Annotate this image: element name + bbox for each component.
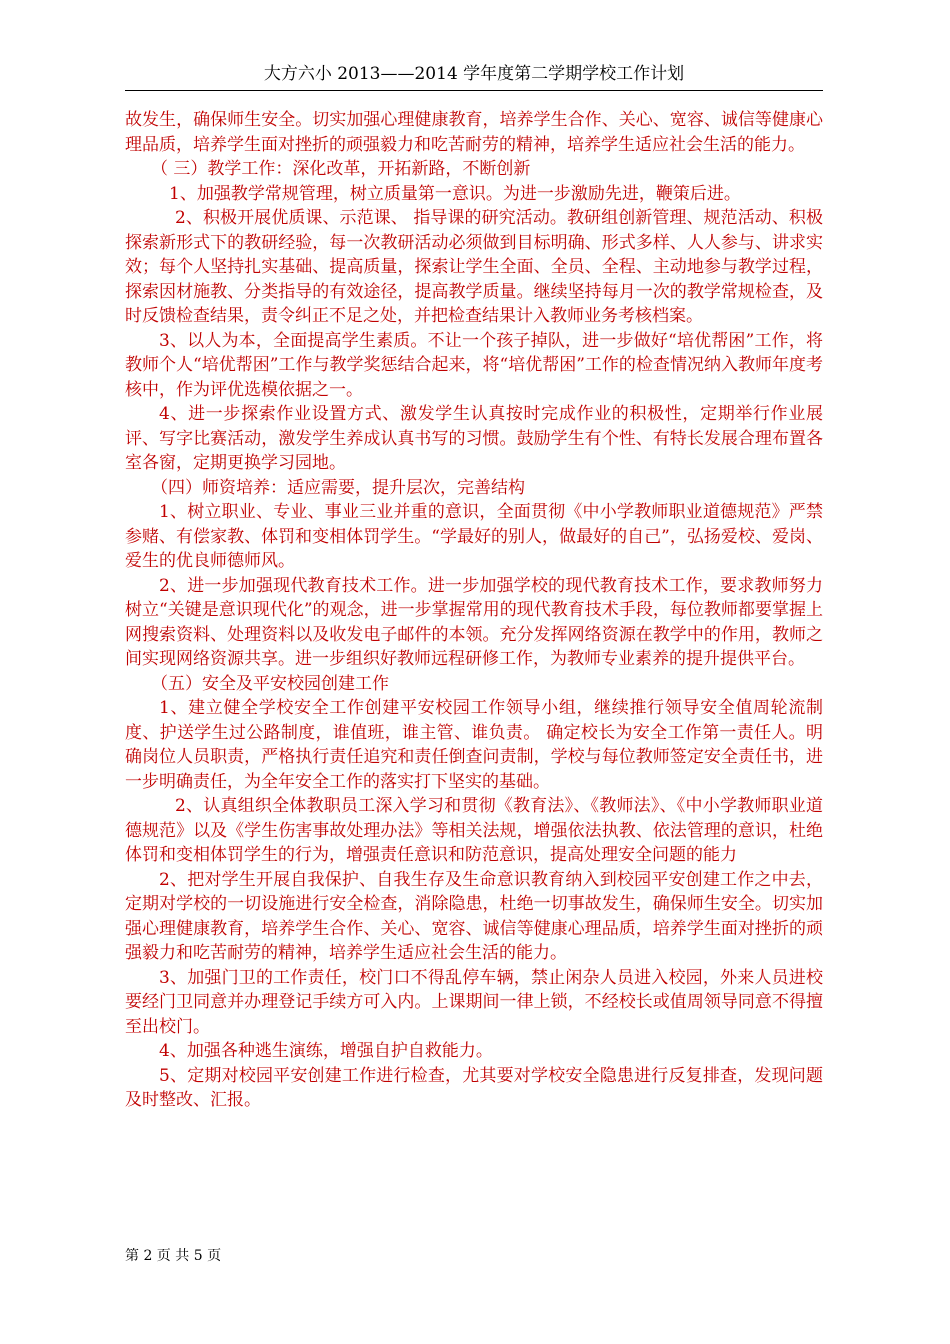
paragraph-teaching-1: 1、加强教学常规管理，树立质量第一意识。为进一步激励先进，鞭策后进。 (169, 183, 741, 204)
page-header-title: 大方六小 2013——2014 学年度第二学期学校工作计划 (263, 64, 685, 84)
paragraph-safety-2b: 2、把对学生开展自我保护、自我生存及生命意识教育纳入到校园平安创建工作之中去，定期对学校的一切设施进行安全检查，消除隐患，杜绝一切事故发生，确保师生安全。切实加强心理健康教育，培养学生合作、关心、宽容、诚信等健康心理品质，培养学生面对挫折的顽强毅力和吃苦耐劳的精神，培养学生适应社会生活的能力。 (125, 869, 823, 963)
section-heading-safety: （五）安全及平安校园创建工作 (151, 673, 389, 694)
section-heading-teaching: （ 三）教学工作：深化改革，开拓新路，不断创新 (151, 159, 531, 179)
section-heading-teacher-training: （四）师资培养：适应需要，提升层次，完善结构 (151, 477, 525, 498)
page-number-footer: 第 2 页 共 5 页 (125, 1248, 222, 1264)
paragraph-continuation: 故发生，确保师生安全。切实加强心理健康教育，培养学生合作、关心、宽容、诚信等健康心理品质，培养学生面对挫折的顽强毅力和吃苦耐劳的精神，培养学生适应社会生活的能力。 (125, 110, 823, 155)
header-divider (125, 90, 823, 91)
paragraph-training-2: 2、进一步加强现代教育技术工作。进一步加强学校的现代教育技术工作，要求教师努力树立“关键是意识现代化”的观念，进一步掌握常用的现代教育技术手段，每位教师都要掌握上网搜索资料、处理资料以及收发电子邮件的本领。充分发挥网络资源在教学中的作用，教师之间实现网络资源共享。进一步组织好教师远程研修工作，为教师专业素养的提升提供平台。 (125, 575, 823, 669)
paragraph-safety-4: 4、加强各种逃生演练，增强自护自救能力。 (159, 1041, 493, 1061)
paragraph-safety-5: 5、定期对校园平安创建工作进行检查，尤其要对学校安全隐患进行反复排查，发现问题及时整改、汇报。 (125, 1065, 823, 1110)
paragraph-teaching-2: 2、积极开展优质课、示范课、 指导课的研究活动。教研组创新管理、规范活动、积极探索新形式下的教研经验，每一次教研活动必须做到目标明确、形式多样、人人参与、讲求实效；每个人坚持扎实基础、提高质量，探索让学生全面、全员、全程、主动地参与教学过程，探索因材施教、分类指导的有效途径，提高教学质量。继续坚持每月一次的教学常规检查，及时反馈检查结果，责令纠正不足之处，并把检查结果计入教师业务考核档案。 (125, 208, 823, 326)
paragraph-teaching-4: 4、进一步探索作业设置方式、激发学生认真按时完成作业的积极性，定期举行作业展评、写字比赛活动，激发学生养成认真书写的习惯。鼓励学生有个性、有特长发展合理布置各室各窗，定期更换学习园地。 (125, 404, 823, 473)
paragraph-teaching-3: 3、以人为本，全面提高学生素质。不让一个孩子掉队，进一步做好“培优帮困”工作，将教师个人“培优帮困”工作与教学奖惩结合起来，将“培优帮困”工作的检查情况纳入教师年度考核中，作为评优选模依据之一。 (125, 330, 823, 400)
paragraph-safety-2a: 2、认真组织全体教职员工深入学习和贯彻《教育法》、《教师法》、《中小学教师职业道德规范》以及《学生伤害事故处理办法》等相关法规，增强依法执教、依法管理的意识，杜绝体罚和变相体罚学生的行为，增强责任意识和防范意识，提高处理安全问题的能力 (125, 796, 823, 865)
paragraph-safety-3: 3、加强门卫的工作责任，校门口不得乱停车辆，禁止闲杂人员进入校园，外来人员进校要经门卫同意并办理登记手续方可入内。上课期间一律上锁，不经校长或值周领导同意不得擅至出校门。 (125, 967, 823, 1037)
paragraph-safety-1: 1、建立健全学校安全工作创建平安校园工作领导小组，继续推行领导安全值周轮流制度、护送学生过公路制度，谁值班，谁主管、谁负责。 确定校长为安全工作第一责任人。明确岗位人员职责，严格执行责任追究和责任倒查问责制，学校与每位教师签定安全责任书，进一步明确责任，为全年安全工作的落实打下坚实的基础。 (125, 698, 823, 792)
document-body (125, 108, 823, 1113)
paragraph-training-1: 1、树立职业、专业、事业三业并重的意识，全面贯彻《中小学教师职业道德规范》严禁参赌、有偿家教、体罚和变相体罚学生。“学最好的别人，做最好的自己”，弘扬爱校、爱岗、爱生的优良师德师风。 (125, 502, 823, 571)
